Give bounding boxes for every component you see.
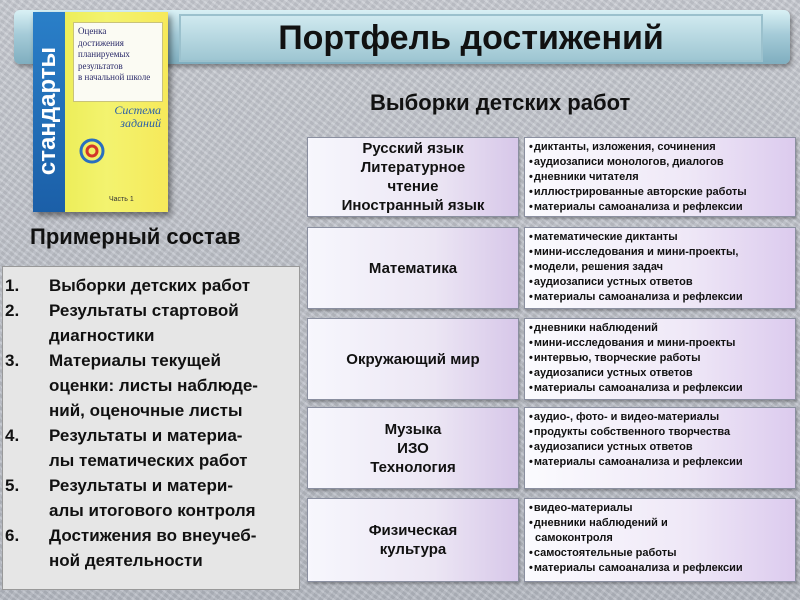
works-items-cell xyxy=(524,137,796,217)
composition-item-number: 3. xyxy=(5,351,20,370)
composition-item-number: 2. xyxy=(5,301,20,320)
subject-name: ИЗО xyxy=(397,439,429,457)
works-item: • продукты собственного творчества xyxy=(529,425,791,440)
works-item: • материалы самоанализа и рефлексии xyxy=(529,455,791,470)
composition-item-line: оценки: листы наблюде- xyxy=(49,376,258,395)
works-title: Выборки детских работ xyxy=(370,90,631,115)
works-item: • интервью, творческие работы xyxy=(529,351,791,366)
book-label-line: в начальной школе xyxy=(78,72,151,82)
works-item: • материалы самоанализа и рефлексии xyxy=(529,561,791,576)
subject-name: Иностранный язык xyxy=(341,197,485,214)
works-items-list xyxy=(525,499,795,578)
subject-cell xyxy=(307,318,519,400)
works-items-list xyxy=(525,228,795,307)
subject-name: Технология xyxy=(370,458,456,476)
works-items-list xyxy=(525,319,795,398)
works-item: • видео-материалы xyxy=(529,501,791,516)
composition-item xyxy=(3,348,299,423)
composition-item-line: Результаты стартовой xyxy=(49,301,239,320)
composition-item xyxy=(3,298,299,348)
book-part: Часть 1 xyxy=(109,196,134,203)
works-items-cell xyxy=(524,407,796,489)
composition-item-line: Достижения во внеучеб- xyxy=(49,526,257,545)
works-item: • материалы самоанализа и рефлексии xyxy=(529,200,791,215)
book-series: Система заданий xyxy=(114,103,161,130)
subject-name: Физическая xyxy=(368,522,458,539)
composition-item-line: Материалы текущей xyxy=(49,351,221,370)
composition-item-number: 1. xyxy=(5,276,20,295)
subject-name: Литературное xyxy=(360,159,466,176)
works-item: • дневники наблюдений xyxy=(529,321,791,336)
works-items-cell xyxy=(524,498,796,582)
works-items-list xyxy=(525,138,795,217)
book-label-line: достижения xyxy=(78,37,124,48)
subject-name: Музыка xyxy=(384,420,442,438)
book-cover-image xyxy=(33,12,168,212)
composition-item-line: ной деятельности xyxy=(49,551,203,570)
book-label xyxy=(73,22,163,102)
book-label-line: планируемых xyxy=(78,49,130,59)
works-item: • диктанты, изложения, сочинения xyxy=(529,140,791,155)
subject-name: Математика xyxy=(368,259,458,277)
subject-cell xyxy=(307,137,519,217)
composition-item-line: Результаты и матери- xyxy=(49,476,233,495)
subject-name: чтение xyxy=(387,178,439,195)
composition-item-line: Выборки детских работ xyxy=(49,276,251,295)
book-label-line: результатов xyxy=(78,60,123,71)
works-item: • аудио-, фото- и видео-материалы xyxy=(529,410,791,425)
composition-item xyxy=(3,473,299,523)
composition-item-number: 4. xyxy=(5,426,20,445)
subject-cell xyxy=(307,498,519,582)
works-item: • аудиозаписи монологов, диалогов xyxy=(529,155,791,170)
works-item: • иллюстрированные авторские работы xyxy=(529,185,791,200)
composition-item-number: 6. xyxy=(5,526,20,545)
works-item: • материалы самоанализа и рефлексии xyxy=(529,290,791,305)
page-title: Портфель достижений xyxy=(179,14,763,62)
subject-cell xyxy=(307,407,519,489)
works-item: • дневники читателя xyxy=(529,170,791,185)
works-item: • аудиозаписи устных ответов xyxy=(529,366,791,381)
composition-list xyxy=(3,267,299,573)
works-item: • материалы самоанализа и рефлексии xyxy=(529,381,791,396)
composition-item-line: алы итогового контроля xyxy=(49,501,256,520)
subject-name: культура xyxy=(379,541,447,558)
composition-item xyxy=(3,423,299,473)
subject-name: Русский язык xyxy=(362,140,464,157)
works-item: • мини-исследования и мини-проекты, xyxy=(529,245,791,260)
book-spine-title: стандарты xyxy=(34,46,61,176)
composition-item-line: ний, оценочные листы xyxy=(49,401,243,420)
works-item: • модели, решения задач xyxy=(529,260,791,275)
composition-title: Примерный состав xyxy=(30,224,241,249)
works-item: • аудиозаписи устных ответов xyxy=(529,440,791,455)
works-item: • дневники наблюдений и xyxy=(529,516,791,531)
composition-item-line: лы тематических работ xyxy=(49,451,248,470)
composition-list-box xyxy=(2,266,300,590)
subject-cell xyxy=(307,227,519,309)
composition-item xyxy=(3,523,299,573)
composition-item-number: 5. xyxy=(5,476,20,495)
works-item: самоконтроля xyxy=(535,532,613,544)
works-item: • аудиозаписи устных ответов xyxy=(529,275,791,290)
composition-item-line: Результаты и материа- xyxy=(49,426,243,445)
works-items-cell xyxy=(524,318,796,400)
works-item: • математические диктанты xyxy=(529,230,791,245)
composition-item-line: диагностики xyxy=(49,326,155,345)
works-items-list xyxy=(525,408,795,472)
subject-name: Окружающий мир xyxy=(346,350,480,368)
composition-item xyxy=(3,273,299,298)
works-item: • самостоятельные работы xyxy=(529,546,791,561)
book-label-text xyxy=(74,23,162,87)
works-item: • мини-исследования и мини-проекты xyxy=(529,336,791,351)
book-label-line: Оценка xyxy=(78,26,107,36)
works-items-cell xyxy=(524,227,796,309)
publisher-logo-icon xyxy=(79,138,105,164)
book-spine xyxy=(33,12,65,212)
